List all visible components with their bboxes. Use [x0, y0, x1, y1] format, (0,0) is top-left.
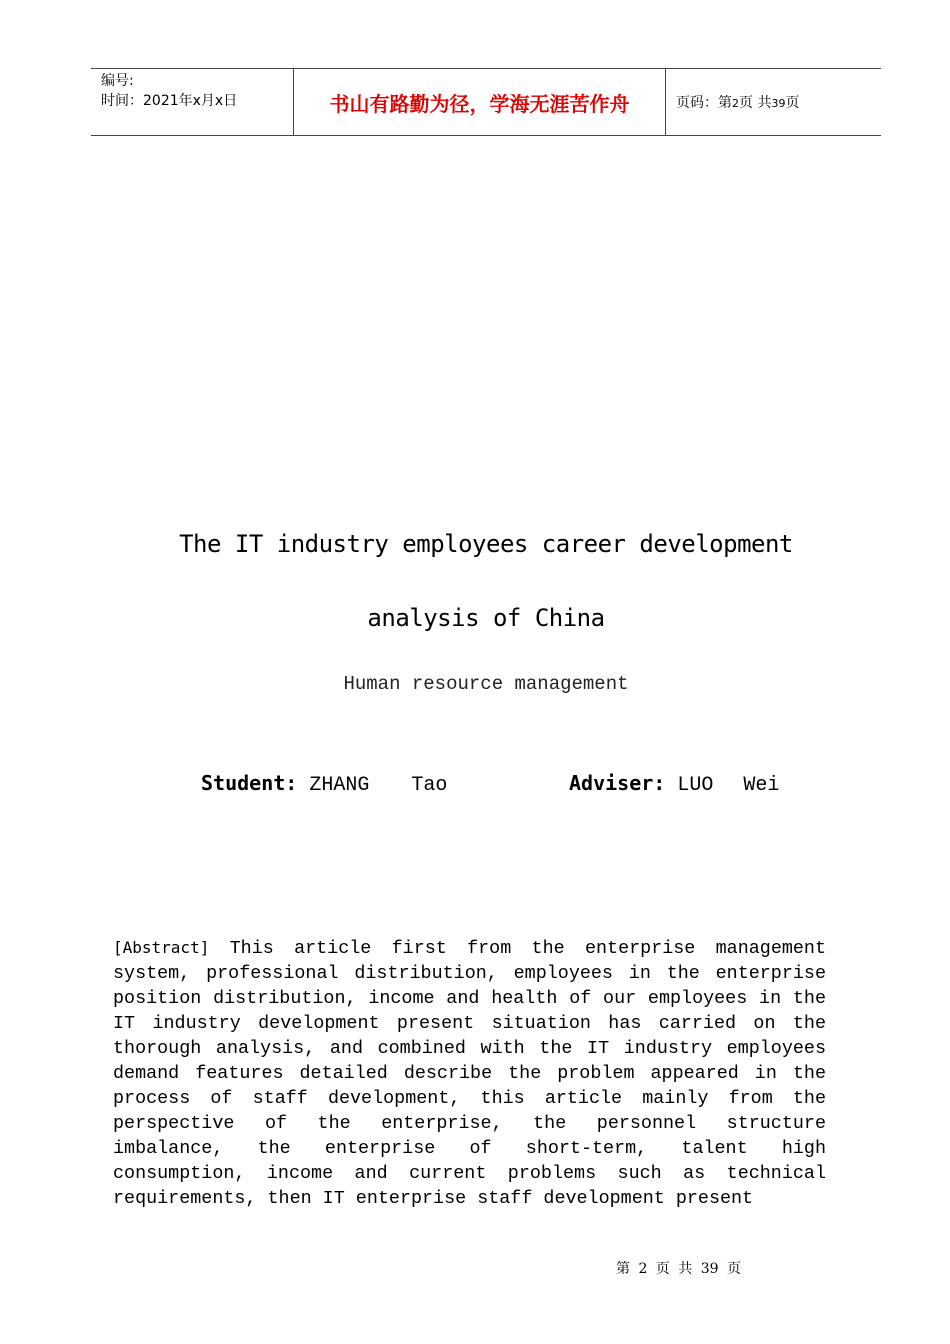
adviser-label: Adviser: [569, 771, 666, 795]
header-meta [91, 69, 293, 135]
header-motto [293, 69, 666, 135]
title-line-2: analysis of China [367, 604, 605, 632]
abstract-paragraph [113, 935, 826, 1211]
student-line [201, 771, 447, 797]
student-given-name: Tao [411, 774, 448, 797]
document-number-label: 编号: [101, 73, 134, 89]
student-surname: ZHANG [309, 774, 370, 797]
abstract-tag: [Abstract] [113, 938, 210, 957]
page-number: 2 [732, 97, 739, 110]
header-page-info [666, 69, 881, 135]
student-label: Student: [201, 771, 298, 795]
page-prefix: 页码：第 [676, 95, 732, 111]
adviser-given-name: Wei [743, 774, 780, 797]
page-footer: 第 2 页 共 39 页 [616, 1261, 741, 1277]
motto-text: 书山有路勤为径，学海无涯苦作舟 [329, 91, 630, 116]
subtitle: Human resource management [343, 673, 629, 695]
title-line-1: The IT industry employees career development [179, 530, 793, 558]
adviser-line [569, 771, 779, 797]
document-time: 时间：2021年x月x日 [101, 93, 238, 109]
abstract-text: This article first from the enterprise management system, professional distribution, employees in the enterprise position distribution, income and health of our employees in the IT industry development present situation has carried on the thorough analysis, and combined with the IT industry employees demand features detailed describe the problem appeared in the process of staff development, this article mainly from the perspective of the enterprise, the personnel structure imbalance, the enterprise of short-term, talent high consumption, income and current problems such as technical requirements, then IT enterprise staff development present [113, 938, 826, 1209]
page-header [91, 68, 881, 136]
page-total: 39 [771, 97, 786, 110]
page-suffix: 页 [785, 95, 800, 111]
page-mid: 页 共 [739, 95, 772, 111]
adviser-surname: LUO [677, 774, 714, 797]
